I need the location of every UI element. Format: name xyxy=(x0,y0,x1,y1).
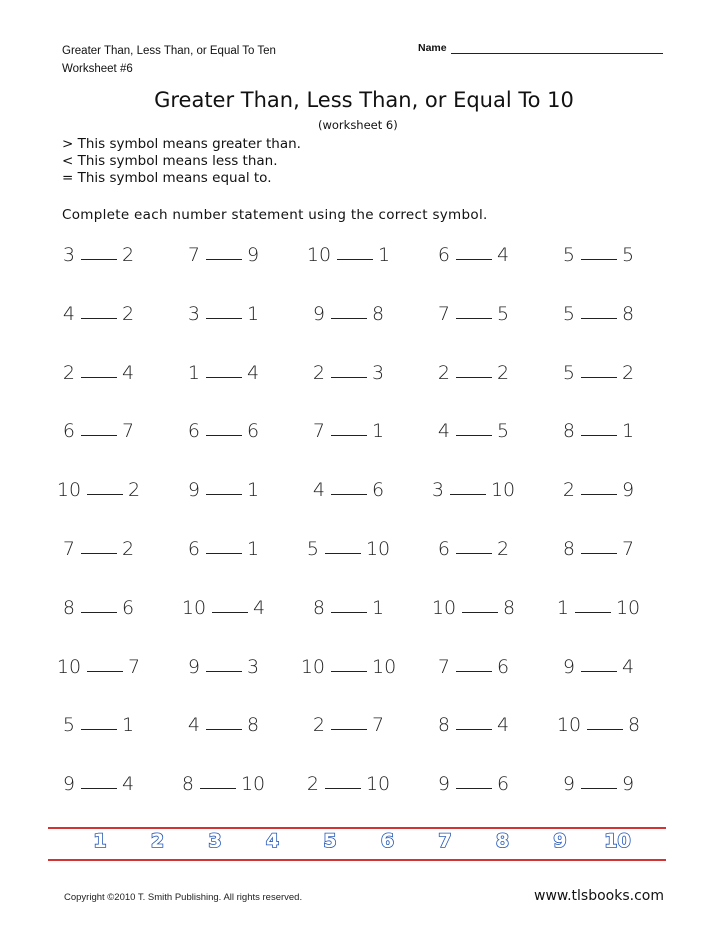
number-statement xyxy=(161,299,286,358)
right-number: 5 xyxy=(497,302,510,325)
problem-grid xyxy=(36,240,696,828)
number-statement xyxy=(36,240,161,299)
left-number: 8 xyxy=(62,596,75,619)
worksheet-header xyxy=(62,42,276,78)
answer-blank[interactable] xyxy=(331,317,367,319)
number-statement xyxy=(411,534,536,593)
right-number: 10 xyxy=(490,479,516,502)
answer-blank[interactable] xyxy=(456,317,492,319)
left-number: 6 xyxy=(437,537,450,560)
right-number: 7 xyxy=(128,655,141,678)
right-number: 1 xyxy=(247,302,260,325)
right-number: 1 xyxy=(372,596,385,619)
right-number: 4 xyxy=(247,361,260,384)
number-line-bottom-rule xyxy=(48,859,666,861)
number-statement xyxy=(36,593,161,652)
answer-blank[interactable] xyxy=(331,493,367,495)
number-line-value: 10 xyxy=(604,830,631,852)
name-blank-line xyxy=(451,43,663,54)
right-number: 3 xyxy=(247,655,260,678)
left-number: 4 xyxy=(187,714,200,737)
left-number: 8 xyxy=(562,420,575,443)
answer-blank[interactable] xyxy=(87,670,123,672)
right-number: 6 xyxy=(372,479,385,502)
right-number: 4 xyxy=(122,361,135,384)
left-number: 6 xyxy=(187,537,200,560)
left-number: 2 xyxy=(62,361,75,384)
right-number: 1 xyxy=(372,420,385,443)
right-number: 9 xyxy=(622,773,635,796)
right-number: 7 xyxy=(372,714,385,737)
number-statement xyxy=(286,710,411,769)
left-number: 2 xyxy=(306,773,319,796)
answer-blank[interactable] xyxy=(450,493,486,495)
number-statement xyxy=(411,416,536,475)
number-statement xyxy=(536,240,661,299)
answer-blank[interactable] xyxy=(581,258,617,260)
answer-blank[interactable] xyxy=(206,493,242,495)
answer-blank[interactable] xyxy=(587,728,623,730)
left-number: 3 xyxy=(62,244,75,266)
left-number: 8 xyxy=(312,596,325,619)
left-number: 9 xyxy=(562,773,575,796)
left-number: 9 xyxy=(62,773,75,796)
website-url: www.tlsbooks.com xyxy=(534,888,664,904)
left-number: 10 xyxy=(56,479,82,502)
right-number: 3 xyxy=(372,361,385,384)
answer-blank[interactable] xyxy=(456,670,492,672)
answer-blank[interactable] xyxy=(581,670,617,672)
answer-blank[interactable] xyxy=(81,317,117,319)
answer-blank[interactable] xyxy=(581,787,617,789)
number-statement xyxy=(161,475,286,534)
number-line-value: 2 xyxy=(150,830,165,852)
right-number: 2 xyxy=(497,361,510,384)
number-statement xyxy=(161,416,286,475)
left-number: 10 xyxy=(56,655,82,678)
number-statement xyxy=(36,769,161,828)
number-statement xyxy=(536,769,661,828)
number-statement xyxy=(411,593,536,652)
number-statement xyxy=(286,593,411,652)
number-statement xyxy=(161,593,286,652)
answer-blank[interactable] xyxy=(206,670,242,672)
left-number: 10 xyxy=(306,244,332,266)
number-line-value: 3 xyxy=(208,830,222,852)
left-number: 9 xyxy=(187,479,200,502)
instructions: Complete each number statement using the correct symbol. xyxy=(62,207,488,223)
answer-blank[interactable] xyxy=(331,670,367,672)
number-statement xyxy=(286,475,411,534)
answer-blank[interactable] xyxy=(81,434,117,436)
left-number: 2 xyxy=(312,714,325,737)
right-number: 2 xyxy=(122,537,135,560)
number-statement xyxy=(36,475,161,534)
header-worksheet-number: Worksheet #6 xyxy=(62,63,133,75)
right-number: 2 xyxy=(122,302,135,325)
left-number: 9 xyxy=(437,773,450,796)
number-statement xyxy=(411,358,536,417)
left-number: 7 xyxy=(62,537,75,560)
answer-blank[interactable] xyxy=(456,258,492,260)
left-number: 9 xyxy=(562,655,575,678)
right-number: 6 xyxy=(122,596,135,619)
number-line-value: 5 xyxy=(323,830,337,852)
answer-blank[interactable] xyxy=(456,552,492,554)
number-statement xyxy=(161,240,286,299)
number-statement xyxy=(536,416,661,475)
number-statement xyxy=(411,652,536,711)
left-number: 10 xyxy=(300,655,325,678)
answer-blank[interactable] xyxy=(81,552,117,554)
number-statement xyxy=(411,475,536,534)
left-number: 8 xyxy=(562,537,575,560)
symbol-rules xyxy=(62,136,301,187)
right-number: 9 xyxy=(622,479,635,502)
left-number: 1 xyxy=(556,596,569,619)
name-field xyxy=(418,42,663,54)
number-statement xyxy=(536,652,661,711)
number-statement xyxy=(536,710,661,769)
answer-blank[interactable] xyxy=(206,728,242,730)
number-statement xyxy=(411,299,536,358)
left-number: 7 xyxy=(437,655,450,678)
right-number: 4 xyxy=(622,655,635,678)
left-number: 6 xyxy=(62,420,75,443)
answer-blank[interactable] xyxy=(81,611,117,613)
answer-blank[interactable] xyxy=(575,611,611,613)
left-number: 2 xyxy=(437,361,450,384)
number-statement xyxy=(36,358,161,417)
answer-blank[interactable] xyxy=(81,258,117,260)
answer-blank[interactable] xyxy=(325,787,361,789)
number-line-value: 8 xyxy=(495,830,510,852)
right-number: 8 xyxy=(503,596,516,619)
left-number: 4 xyxy=(62,302,75,325)
right-number: 6 xyxy=(497,773,510,796)
answer-blank[interactable] xyxy=(206,258,242,260)
number-statement xyxy=(36,652,161,711)
answer-blank[interactable] xyxy=(456,728,492,730)
left-number: 5 xyxy=(562,361,575,384)
right-number: 10 xyxy=(372,655,397,678)
left-number: 4 xyxy=(437,420,450,443)
answer-blank[interactable] xyxy=(200,787,236,789)
right-number: 6 xyxy=(497,655,510,678)
number-statement xyxy=(536,299,661,358)
left-number: 7 xyxy=(312,420,325,443)
answer-blank[interactable] xyxy=(325,552,361,554)
right-number: 2 xyxy=(497,537,510,560)
number-statement xyxy=(286,416,411,475)
right-number: 10 xyxy=(615,596,641,619)
answer-blank[interactable] xyxy=(462,611,498,613)
right-number: 8 xyxy=(372,302,385,325)
answer-blank[interactable] xyxy=(581,434,617,436)
right-number: 4 xyxy=(253,596,266,619)
answer-blank[interactable] xyxy=(581,493,617,495)
right-number: 5 xyxy=(497,420,510,443)
number-statement xyxy=(161,358,286,417)
number-statement xyxy=(36,416,161,475)
number-statement xyxy=(536,475,661,534)
answer-blank[interactable] xyxy=(206,552,242,554)
answer-blank[interactable] xyxy=(456,434,492,436)
number-line-value: 9 xyxy=(553,830,567,852)
right-number: 2 xyxy=(622,361,635,384)
left-number: 5 xyxy=(62,714,75,737)
right-number: 1 xyxy=(622,420,635,443)
number-statement xyxy=(36,534,161,593)
left-number: 10 xyxy=(181,596,207,619)
right-number: 4 xyxy=(122,773,135,796)
number-line-value: 1 xyxy=(93,830,107,852)
number-statement xyxy=(536,358,661,417)
left-number: 4 xyxy=(312,479,325,502)
answer-blank[interactable] xyxy=(331,611,367,613)
left-number: 5 xyxy=(562,244,575,266)
left-number: 2 xyxy=(312,361,325,384)
answer-blank[interactable] xyxy=(337,258,373,260)
page-title: Greater Than, Less Than, or Equal To 10 xyxy=(154,88,574,112)
left-number: 5 xyxy=(306,537,319,560)
right-number: 7 xyxy=(622,537,635,560)
right-number: 4 xyxy=(497,714,510,737)
right-number: 6 xyxy=(247,420,260,443)
left-number: 9 xyxy=(312,302,325,325)
left-number: 8 xyxy=(181,773,194,796)
number-statement xyxy=(536,593,661,652)
number-line-value: 6 xyxy=(380,830,395,852)
number-statement xyxy=(411,769,536,828)
number-statement xyxy=(286,652,411,711)
right-number: 8 xyxy=(247,714,260,737)
left-number: 3 xyxy=(187,302,200,325)
left-number: 2 xyxy=(562,479,575,502)
rule-equal-to: = This symbol means equal to. xyxy=(62,170,272,186)
number-statement xyxy=(286,534,411,593)
right-number: 2 xyxy=(128,479,141,502)
number-line-value: 4 xyxy=(265,830,280,852)
number-statement xyxy=(286,769,411,828)
right-number: 1 xyxy=(378,244,391,266)
left-number: 5 xyxy=(562,302,575,325)
answer-blank[interactable] xyxy=(81,728,117,730)
answer-blank[interactable] xyxy=(81,376,117,378)
number-statement xyxy=(286,358,411,417)
number-line-top-rule xyxy=(48,827,666,829)
number-statement xyxy=(411,710,536,769)
number-statement xyxy=(536,534,661,593)
answer-blank[interactable] xyxy=(581,552,617,554)
page-subtitle: (worksheet 6) xyxy=(318,118,398,132)
number-statement xyxy=(161,534,286,593)
left-number: 8 xyxy=(437,714,450,737)
right-number: 7 xyxy=(122,420,135,443)
right-number: 5 xyxy=(622,244,635,266)
number-statement xyxy=(161,710,286,769)
right-number: 4 xyxy=(497,244,510,266)
right-number: 9 xyxy=(247,244,260,266)
answer-blank[interactable] xyxy=(212,611,248,613)
right-number: 10 xyxy=(240,773,266,796)
rule-less-than: < This symbol means less than. xyxy=(62,153,278,169)
left-number: 1 xyxy=(187,361,200,384)
right-number: 10 xyxy=(365,773,391,796)
answer-blank[interactable] xyxy=(87,493,123,495)
right-number: 1 xyxy=(122,714,135,737)
number-statement xyxy=(286,240,411,299)
header-title: Greater Than, Less Than, or Equal To Ten xyxy=(62,45,276,57)
answer-blank[interactable] xyxy=(206,317,242,319)
right-number: 8 xyxy=(628,714,641,737)
number-statement xyxy=(286,299,411,358)
right-number: 1 xyxy=(247,537,260,560)
left-number: 9 xyxy=(187,655,200,678)
right-number: 8 xyxy=(622,302,635,325)
left-number: 7 xyxy=(187,244,200,266)
number-line-value: 7 xyxy=(438,830,452,852)
left-number: 3 xyxy=(431,479,444,502)
left-number: 6 xyxy=(437,244,450,266)
left-number: 7 xyxy=(437,302,450,325)
rule-greater-than: > This symbol means greater than. xyxy=(62,136,301,152)
left-number: 6 xyxy=(187,420,200,443)
copyright-notice: Copyright ©2010 T. Smith Publishing. All rights reserved. xyxy=(64,892,303,903)
right-number: 1 xyxy=(247,479,260,502)
answer-blank[interactable] xyxy=(581,317,617,319)
number-statement xyxy=(161,769,286,828)
answer-blank[interactable] xyxy=(456,376,492,378)
right-number: 10 xyxy=(365,537,391,560)
number-statement xyxy=(36,710,161,769)
left-number: 10 xyxy=(556,714,582,737)
number-statement xyxy=(411,240,536,299)
answer-blank[interactable] xyxy=(331,434,367,436)
name-label: Name xyxy=(418,42,447,54)
number-statement xyxy=(161,652,286,711)
right-number: 2 xyxy=(122,244,135,266)
answer-blank[interactable] xyxy=(331,728,367,730)
answer-blank[interactable] xyxy=(456,787,492,789)
answer-blank[interactable] xyxy=(331,376,367,378)
answer-blank[interactable] xyxy=(81,787,117,789)
number-statement xyxy=(36,299,161,358)
number-line xyxy=(70,830,660,858)
answer-blank[interactable] xyxy=(206,376,242,378)
answer-blank[interactable] xyxy=(206,434,242,436)
left-number: 10 xyxy=(431,596,457,619)
answer-blank[interactable] xyxy=(581,376,617,378)
